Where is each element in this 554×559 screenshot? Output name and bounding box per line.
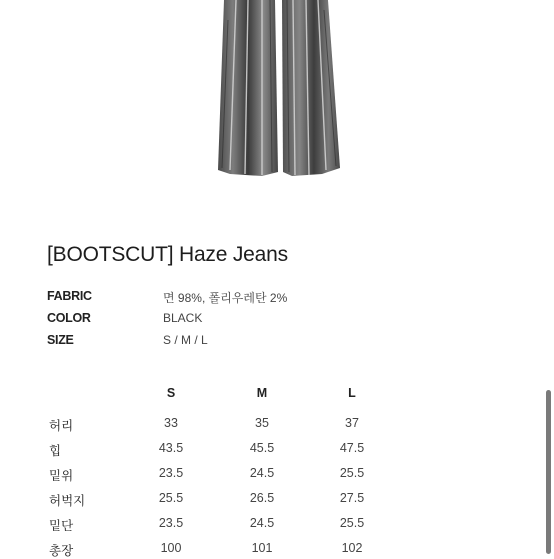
size-header-l: L (348, 386, 356, 400)
spec-key: COLOR (47, 311, 91, 325)
measurement-value: 33 (164, 416, 178, 430)
spec-key: FABRIC (47, 289, 92, 303)
measurement-value: 24.5 (249, 466, 275, 480)
measurement-row (0, 541, 554, 559)
measurement-value: 100 (160, 541, 182, 555)
measurement-value: 25.5 (339, 516, 365, 530)
measurement-label: 총장 (49, 544, 74, 558)
measurement-label: 허리 (49, 419, 74, 433)
measurement-value: 26.5 (249, 491, 275, 505)
measurement-row (0, 491, 554, 509)
measurement-value: 23.5 (158, 466, 184, 480)
spec-value: S / M / L (163, 333, 208, 347)
product-title: [BOOTSCUT] Haze Jeans (47, 243, 288, 266)
measurement-label: 힙 (49, 444, 62, 458)
right-leg (282, 0, 340, 176)
measurement-value: 25.5 (339, 466, 365, 480)
product-photo (0, 0, 554, 200)
size-header-s: S (166, 386, 176, 400)
measurement-value: 35 (255, 416, 269, 430)
measurement-value: 27.5 (339, 491, 365, 505)
measurement-row (0, 416, 554, 434)
measurement-label: 밑단 (49, 519, 74, 533)
measurement-value: 102 (341, 541, 363, 555)
measurement-value: 43.5 (158, 441, 184, 455)
measurement-value: 23.5 (158, 516, 184, 530)
scrollbar-thumb[interactable] (546, 390, 551, 554)
measurement-value: 37 (345, 416, 359, 430)
spec-value: 면 98%, 폴리우레탄 2% (163, 291, 288, 305)
measurement-label: 밑위 (49, 469, 74, 483)
measurement-label: 허벅지 (49, 494, 86, 508)
measurement-row (0, 466, 554, 484)
measurement-value: 24.5 (249, 516, 275, 530)
measurement-value: 101 (251, 541, 273, 555)
measurement-value: 47.5 (339, 441, 365, 455)
measurement-row (0, 441, 554, 459)
size-header-m: M (256, 386, 268, 400)
measurement-value: 45.5 (249, 441, 275, 455)
spec-key: SIZE (47, 333, 74, 347)
measurement-row (0, 516, 554, 534)
spec-value: BLACK (163, 311, 203, 325)
measurement-value: 25.5 (158, 491, 184, 505)
